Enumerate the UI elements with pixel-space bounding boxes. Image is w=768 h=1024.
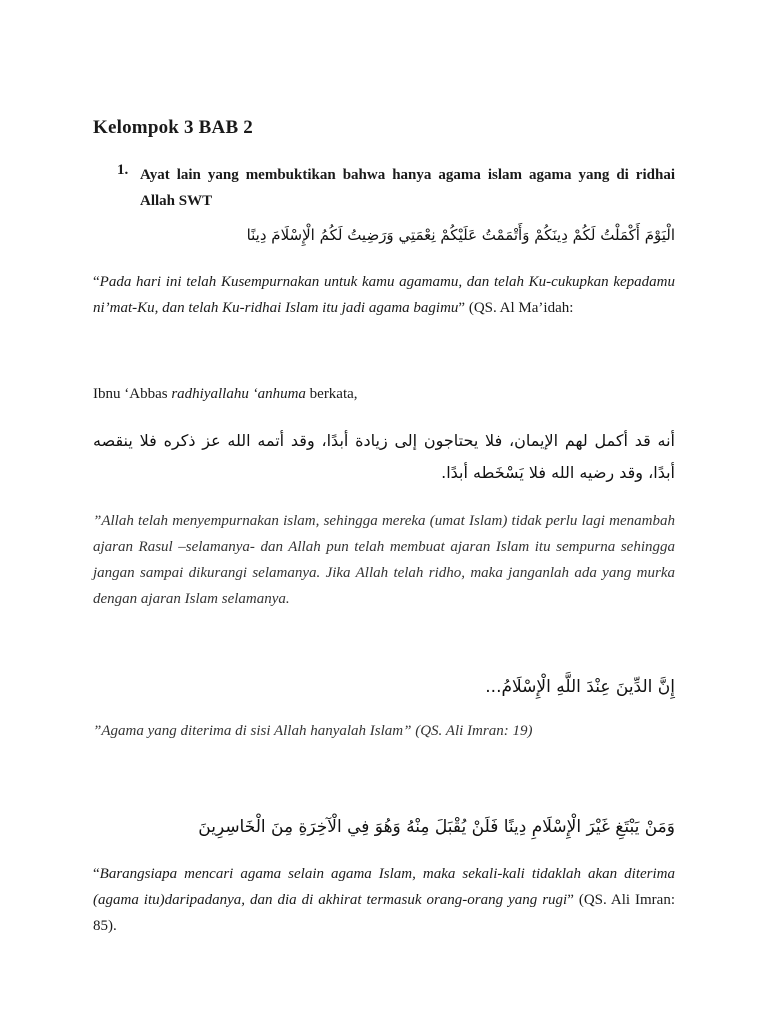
verse-ali-imran-85-arabic: وَمَنْ يَبْتَغِ غَيْرَ الْإِسْلَامِ دِينًا فَلَنْ يُقْبَلَ مِنْهُ وَهُوَ فِي الْآخِرَةِ مِنَ الْخَاسِرِينَ xyxy=(198,817,675,837)
ibnu-abbas-prefix: Ibnu ‘Abbas xyxy=(93,386,172,402)
verse-al-maidah-arabic: الْيَوْمَ أَكْمَلْتُ لَكُمْ دِينَكُمْ وَأَتْمَمْتُ عَلَيْكُمْ نِعْمَتِي وَرَضِيتُ لَكُمُ الْإِسْلَامَ دِينًا xyxy=(246,226,675,244)
ibnu-abbas-arabic-quote: أنه قد أكمل لهم الإيمان، فلا يحتاجون إلى زيادة أبدًا، وقد أتمه الله عز ذكره فلا ينقصه أبدًا، وقد رضيه الله فلا يَسْخَطه أبدًا. xyxy=(93,431,675,482)
verse-ali-imran-19-arabic: إِنَّ الدِّينَ عِنْدَ اللَّهِ الْإِسْلَامُ... xyxy=(485,677,675,697)
ibnu-abbas-intro xyxy=(93,381,675,407)
ibnu-abbas-translation: ”Allah telah menyempurnakan islam, sehingga mereka (umat Islam) tidak perlu lagi menambah ajaran Rasul –selamanya- dan Allah pun telah membuat ajaran Islam itu sempurna sehingga jangan sampai dikurangi selamanya. Jika Allah telah ridho, maka janganlah ada yang murka dengan ajaran Islam selamanya. xyxy=(93,513,675,607)
open-quote: “ xyxy=(93,866,100,882)
verse-al-maidah-translation xyxy=(93,269,675,321)
document-title: Kelompok 3 BAB 2 xyxy=(93,117,253,138)
open-quote: “ xyxy=(93,274,100,290)
verse-ali-imran-85-translation xyxy=(93,861,675,939)
ibnu-abbas-honorific: radhiyallahu ‘anhuma xyxy=(171,386,306,402)
citation: ” (QS. Al Ma’idah: xyxy=(458,300,574,316)
list-number: 1. xyxy=(117,162,129,178)
ibnu-abbas-suffix: berkata, xyxy=(305,386,358,402)
translation-italic-text: Pada hari ini telah Kusempurnakan untuk kamu agamamu, dan telah Ku-cukupkan kepadamu ni’mat-Ku, dan telah Ku-ridhai Islam itu jadi agama bagimu xyxy=(93,274,675,316)
citation: ” (QS. Ali Imran: 85). xyxy=(93,892,676,934)
translation-italic-text: Barangsiapa mencari agama selain agama Islam, maka sekali-kali tidaklah akan diterima (agama itu)daripadanya, dan dia di akhirat termasuk orang-orang yang rugi xyxy=(93,866,675,908)
list-item-text: Ayat lain yang membuktikan bahwa hanya agama islam agama yang di ridhai Allah SWT xyxy=(140,167,675,209)
verse-ali-imran-19-translation: ”Agama yang diterima di sisi Allah hanyalah Islam” (QS. Ali Imran: 19) xyxy=(93,723,533,739)
